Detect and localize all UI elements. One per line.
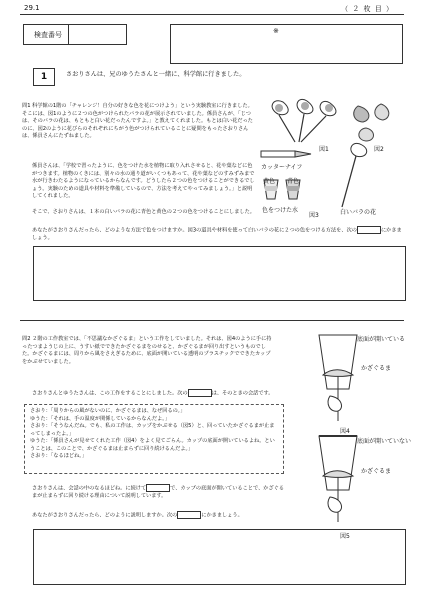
conversation-speaker: ゆうた： <box>30 438 51 445</box>
q2-question-label: 問2 <box>22 336 31 342</box>
q1-answer-box[interactable] <box>33 246 406 301</box>
q1-paragraph-1 <box>22 103 254 141</box>
page-code: 29.1 <box>24 4 40 12</box>
conversation-speaker: さおり： <box>30 453 51 460</box>
figure-5-windmill-label: かざぐるま <box>361 468 392 475</box>
explanation-blank-marker <box>146 484 170 492</box>
figure-5-label: 図5 <box>340 533 350 540</box>
conversation-box <box>24 404 284 474</box>
colored-water-caption: 色をつけた水 <box>262 207 299 214</box>
conversation-line <box>30 423 277 438</box>
yellow-water-label: 黄色 <box>263 178 276 185</box>
conversation-line <box>30 408 277 416</box>
answer-blank-marker <box>357 226 381 234</box>
figure-3-label: 図3 <box>309 212 319 219</box>
section-divider <box>20 320 404 321</box>
white-rose-icon <box>336 139 378 209</box>
q2-paragraph-2 <box>32 389 282 398</box>
q1-instruction-end: にかきましょう。 <box>32 227 402 242</box>
exam-number-label: 検査番号 <box>34 31 62 39</box>
figure-2-label: 図2 <box>374 146 384 153</box>
figure-4-cup-with-windmill <box>313 331 375 423</box>
q2-explanation: さおりさんは、会話の中のなるほどね。に続けて <box>32 485 147 492</box>
conversation-text: 「そうなんだね。でも、私の工作は、カップをかぶせる（図5）と、回っていたかざぐるまが止まってしまったよ。」 <box>30 423 275 437</box>
figure-4-windmill-label: かざぐるま <box>361 365 392 372</box>
score-mark: ※ <box>273 27 279 35</box>
q1-paragraph-4 <box>32 226 402 243</box>
q2-explanation-end: で、カップの底面が開いていることで、かざぐるまが止まらずに回り続ける理由について説明しています。 <box>32 485 285 500</box>
score-box <box>170 24 403 64</box>
q1-paragraph-1-text: 科学館の1階の「チャレンジ！自分の好きな色を花につけよう」という実験教室に行きました。そこには、図1のように２つの色がつけられたバラの花が展示されていました。係員さんが、「じつは、そのバラの花は、もともと白い花だったんですよ。」と教えてくれました。もとは白い花だったのに、図2のように花びらのそれぞれにちがう色がつけられていることに疑問をもったさおりさんは、係員さんにたずねました。 <box>22 103 253 140</box>
figure-5-cup-with-windmill <box>313 432 375 527</box>
header-rule <box>20 14 404 15</box>
white-rose-caption: 白いバラの花 <box>340 209 377 216</box>
q2-paragraph-4 <box>32 511 288 520</box>
cutter-knife-icon <box>260 147 312 161</box>
q1-paragraph-2: 係員さんは、「学校で習ったように、色をつけた水を植物に取り入れさせると、花や葉などに色がつきます。植物のくきには、別々の水の通り道がいくつもあって、花や葉などのすみずみまで水が行きわたるようになっているからなんです。どうしたら２つの色をつけることができるでしょう。実験のための道具や材料を準備しているので、方法を考えてやってみましょう。」と説明してくれました。 <box>32 163 255 200</box>
q2-answer-blank-marker <box>177 511 201 519</box>
figure-1-rose-bouquet <box>263 93 351 143</box>
conversation-speaker: さおり： <box>30 423 51 430</box>
question-1-number: 1 <box>33 68 55 86</box>
figure-1-label: 図1 <box>319 146 329 153</box>
conversation-text: 「なるほどね。」 <box>50 453 88 460</box>
cutter-label: カッターナイフ <box>261 164 303 171</box>
q1-instruction: あなたがさおりさんだったら、どのような方法で色をつけますか。図3の道具や材料を使って白いバラの花に２つの色をつける方法を、次の <box>32 227 357 234</box>
q2-instruction-end: にかきましょう。 <box>201 512 243 519</box>
conversation-speaker: さおり： <box>30 408 51 414</box>
conversation-lines <box>30 408 277 461</box>
q1-question-label: 問1 <box>22 103 31 109</box>
exam-divider <box>68 25 69 44</box>
exam-number-box <box>23 24 127 45</box>
q2-intro-end: は、そのときの会話です。 <box>211 390 274 397</box>
figure-2-petals <box>346 98 401 143</box>
figure-5-closed-note: 底面が開いていない <box>357 438 412 445</box>
q2-paragraph-3 <box>32 484 288 501</box>
q1-paragraph-3: そこで、さおりさんは、１本の白いバラの花に青色と黄色の２つの色をつけることにしました。 <box>32 209 255 215</box>
conversation-text: 「周りからの風がないのに、かざぐるまは、なぜ回るの。」 <box>50 408 186 414</box>
figure-4-label: 図4 <box>340 428 350 435</box>
q2-paragraph-1 <box>22 336 275 366</box>
q2-intro: さおりさんとゆうたさんは、この工作をすることにしました。次の <box>32 390 188 397</box>
q2-answer-box[interactable] <box>33 529 406 585</box>
blue-water-label: 青色 <box>287 178 300 185</box>
question-1-lead: さおりさんは、兄のゆうたさんと一緒に、科学館に行きました。 <box>66 71 246 78</box>
q2-paragraph-1-text: ２階の工作教室では、「不思議なかざぐるま」という工作をしていました。それは、図4のように手に持ったつまようじの上に、うすい紙でできたかざぐるまをのせると、かざぐるまが回り出すというものでした。かざぐるまには、周りから風をさえぎるために、底面が開いている透明のプラスチックでできたカップをかぶせていました。 <box>22 336 272 365</box>
page-count: （ ２ 枚 目 ） <box>341 5 394 13</box>
conversation-speaker: ゆうた： <box>30 415 51 422</box>
conversation-line <box>30 453 277 461</box>
q2-instruction: あなたがさおりさんだったら、どのように説明しますか。次の <box>32 512 178 519</box>
conversation-line <box>30 438 277 453</box>
dialog-blank-marker <box>188 389 212 397</box>
conversation-line <box>30 416 277 424</box>
conversation-text: 「それは、手の温度が関係しているからなんだよ。」 <box>50 415 171 422</box>
figure-4-open-note: 底面が開いている <box>357 336 406 343</box>
conversation-text: 「係員さんが見せてくれた工作（図4）をよく見てごらん。カップの底面が開いているよね。ということは、このことで、かざぐるまは止まらずに回り続けるんだよ。」 <box>30 438 275 452</box>
